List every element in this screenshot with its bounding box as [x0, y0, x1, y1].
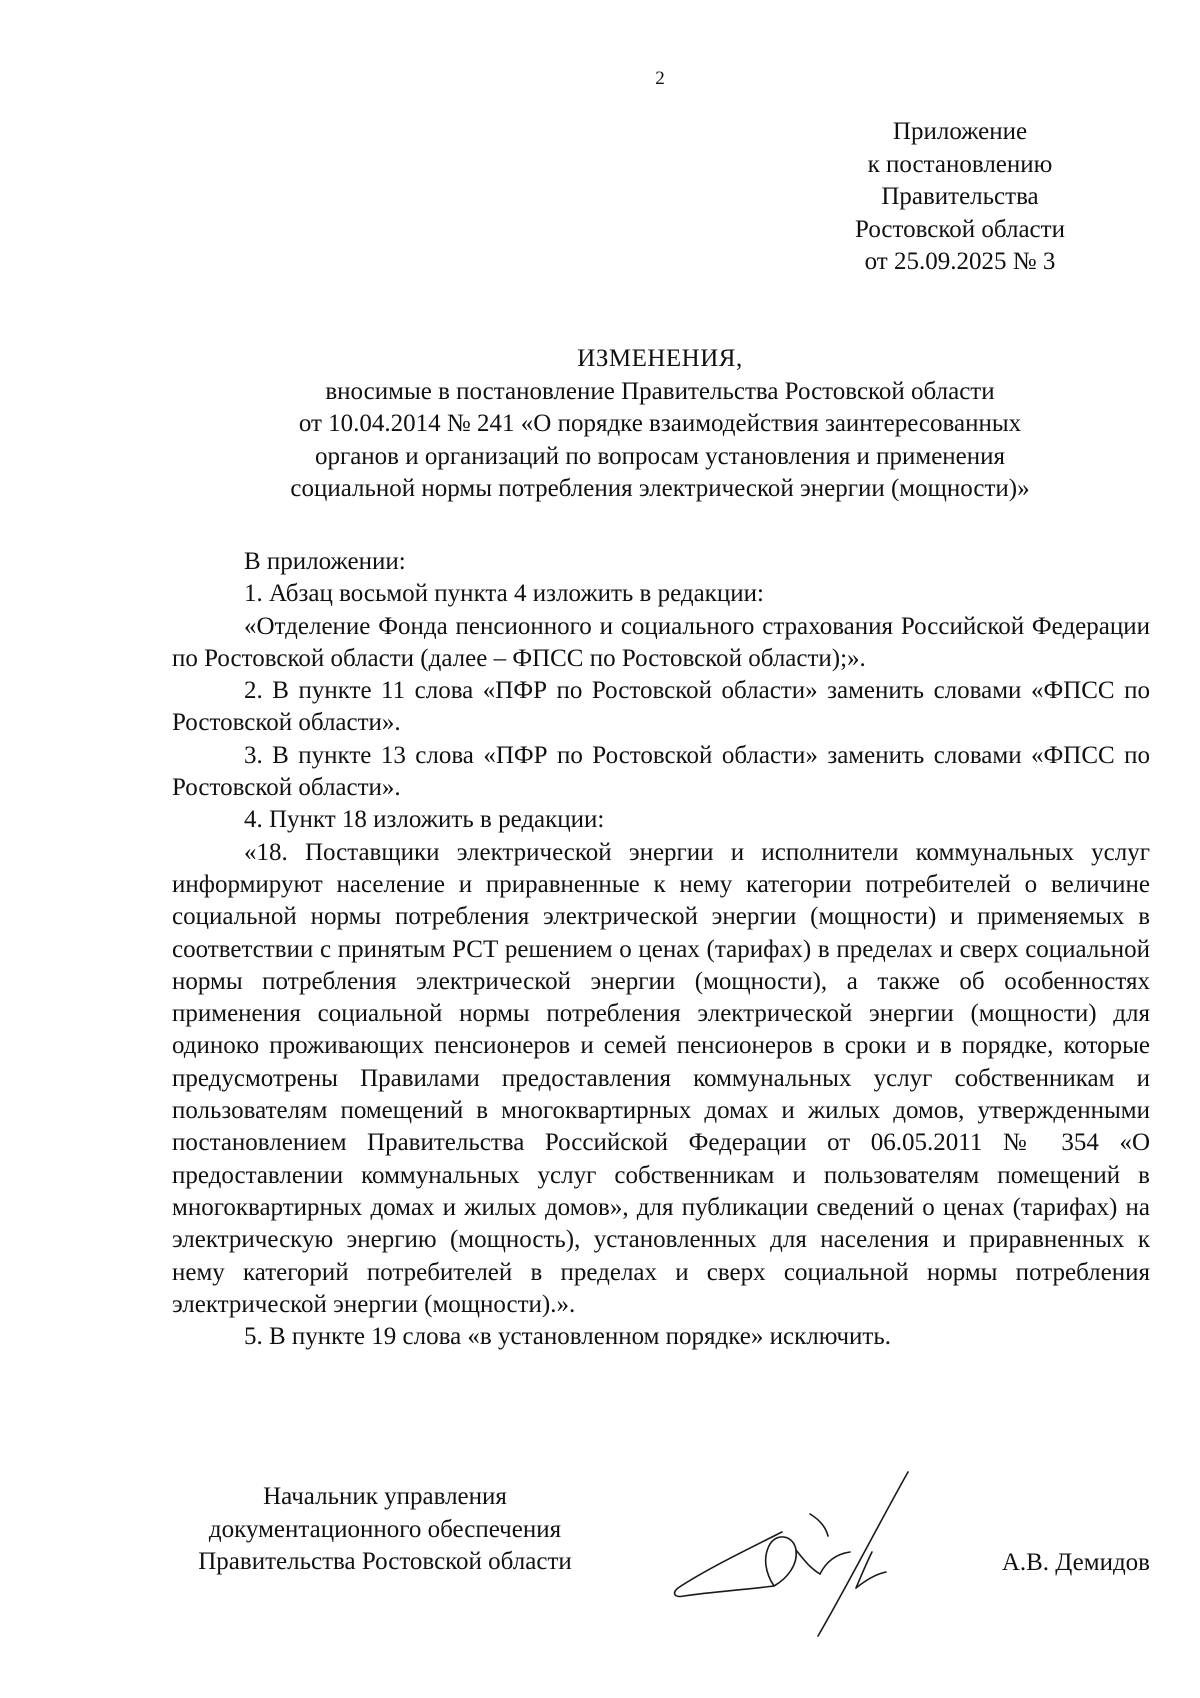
- title-line: вносимые в постановление Правительства Ростовской области: [325, 377, 995, 405]
- title-line: от 10.04.2014 № 241 «О порядке взаимодействия заинтересованных: [298, 410, 1022, 437]
- body-paragraph: 1. Абзац восьмой пункта 4 изложить в редакции:: [244, 580, 764, 608]
- signer-position: [160, 1481, 610, 1579]
- appendix-line: Правительства: [881, 183, 1039, 210]
- appendix-line: Приложение: [892, 118, 1028, 145]
- signer-name: А.В. Демидов: [1001, 1549, 1150, 1576]
- signer-position-line: Правительства Ростовской области: [198, 1548, 572, 1575]
- body-paragraph: «18. Поставщики электрической энергии и исполнители коммунальных услуг информируют население и приравненные к нему категории потребителей о величине социальной нормы потребления электрической энергии (мощности) и применяемых в соответствии с принятым РСТ решением о ценах (тарифах) в пределах и сверх социальной нормы потребления электрической энергии (мощности), а также об особенностях применения социальной нормы потребления электрической энергии (мощности) для одиноко проживающих пенсионеров и семей пенсионеров в сроки и в порядке, которые предусмотрены Правилами предоставления коммунальных услуг собственникам и пользователям помещений в многоквартирных домах и жилых домов, утвержденными постановлением Правительства Российской Федерации от 06.05.2011 № 354 «О предоставлении коммунальных услуг собственникам и пользователям помещений в многоквартирных домах и жилых домов», для публикации сведений о ценах (тарифах) на электрическую энергию (мощность), установленных для населения и приравненных к нему категорий потребителей в пределах и сверх социальной нормы потребления электрической энергии (мощности).».: [172, 838, 1150, 1318]
- page-number: 2: [655, 68, 665, 89]
- signer-position-line: Начальник управления: [263, 1483, 507, 1510]
- body-paragraph: В приложении:: [244, 548, 406, 575]
- title-line: органов и организаций по вопросам установления и применения: [314, 442, 1006, 470]
- appendix-line: к постановлению: [867, 150, 1053, 178]
- signer-position-line: документационного обеспечения: [208, 1515, 562, 1543]
- handwritten-signature: [670, 1470, 940, 1640]
- document-body: [172, 546, 1150, 1353]
- title-heading: ИЗМЕНЕНИЯ,: [577, 345, 743, 372]
- appendix-line: от 25.09.2025 № 3: [864, 248, 1056, 275]
- appendix-header: [820, 116, 1100, 279]
- appendix-line: Ростовской области: [855, 215, 1065, 243]
- document-title: [170, 343, 1150, 506]
- body-paragraph: 4. Пункт 18 изложить в редакции:: [244, 806, 605, 834]
- body-paragraph: 5. В пункте 19 слова «в установленном порядке» исключить.: [244, 1323, 891, 1351]
- body-paragraph: 2. В пункте 11 слова «ПФР по Ростовской области» заменить словами «ФПСС по Ростовской области».: [172, 677, 1150, 737]
- body-paragraph: «Отделение Фонда пенсионного и социального страхования Российской Федерации по Ростовской области (далее – ФПСС по Ростовской области);».: [172, 612, 1150, 672]
- title-line: социальной нормы потребления электрической энергии (мощности)»: [290, 475, 1030, 502]
- body-paragraph: 3. В пункте 13 слова «ПФР по Ростовской области» заменить словами «ФПСС по Ростовской области».: [172, 741, 1150, 802]
